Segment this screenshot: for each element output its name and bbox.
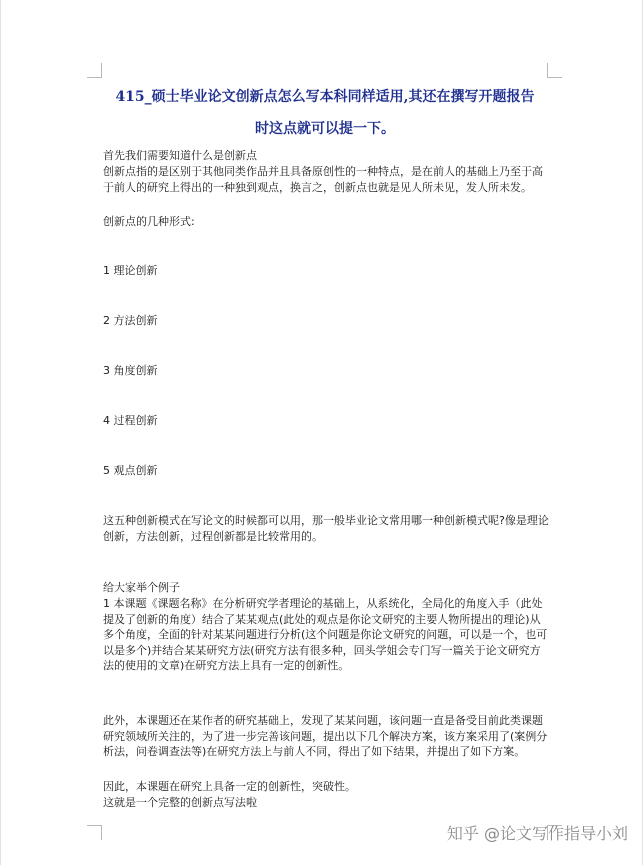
forms-heading: 创新点的几种形式: [103,215,195,228]
crop-mark-top-right [547,63,562,78]
intro-heading: 首先我们需要知道什么是创新点 [103,149,257,162]
document-title-line-2: 时这点就可以提一下。 [255,121,395,137]
more-paragraph: 此外，本课题还在某作者的研究基础上，发现了某某问题，该问题一直是备受目前此类课题研究领域所关注的，为了进一步完善该问题，提出以下几个解决方案，该方案采用了(案例分析法，问卷调查法等)在研究方法上与前人不同，得出了如下结果，并提出了如下方案。 [103,714,548,758]
form-item-angle: 3 角度创新 [103,364,158,377]
watermark: 知乎 @论文写作指导小刘 [446,824,628,843]
form-item-theory: 1 理论创新 [103,264,158,277]
form-item-process: 4 过程创新 [103,414,158,427]
summary-paragraph: 这五种创新模式在写论文的时候都可以用，那一般毕业论文常用哪一种创新模式呢?像是理论创新，方法创新，过程创新都是比较常用的。 [103,514,549,543]
example-heading: 给大家举个例子 [103,581,180,594]
page-left-edge [0,0,1,865]
form-item-method: 2 方法创新 [103,314,158,327]
crop-mark-top-left [87,63,102,78]
document-title-line-1: 415_硕士毕业论文创新点怎么写本科同样适用,其还在撰写开题报告 [115,89,535,105]
intro-paragraph: 创新点指的是区别于其他同类作品并且具备原创性的一种特点，是在前人的基础上乃至于高于前人的研究上得出的一种独到观点，换言之，创新点也就是见人所未见，发人所未发。 [103,165,543,194]
conclusion-line-1: 因此，本课题在研究上具备一定的创新性，突破性。 [103,780,356,793]
conclusion-line-2: 这就是一个完整的创新点写法啦 [103,796,257,809]
form-item-viewpoint: 5 观点创新 [103,464,158,477]
example-paragraph: 1 本课题《课题名称》在分析研究学者理论的基础上，从系统化，全局化的角度入手（此处提及了创新的角度）结合了某某观点(此处的观点是你论文研究的主要人物所提出的理论)从多个角度，全面的针对某某问题进行分析(这个问题是你论文研究的问题，可以是一个，也可以是多个)并结合某某研究方法(研究方法有很多种，回头学姐会专门写一篇关于论文研究方法的使用的文章)在研究方法上具有一定的创新性。 [103,597,548,672]
crop-mark-bottom-left [87,825,102,840]
